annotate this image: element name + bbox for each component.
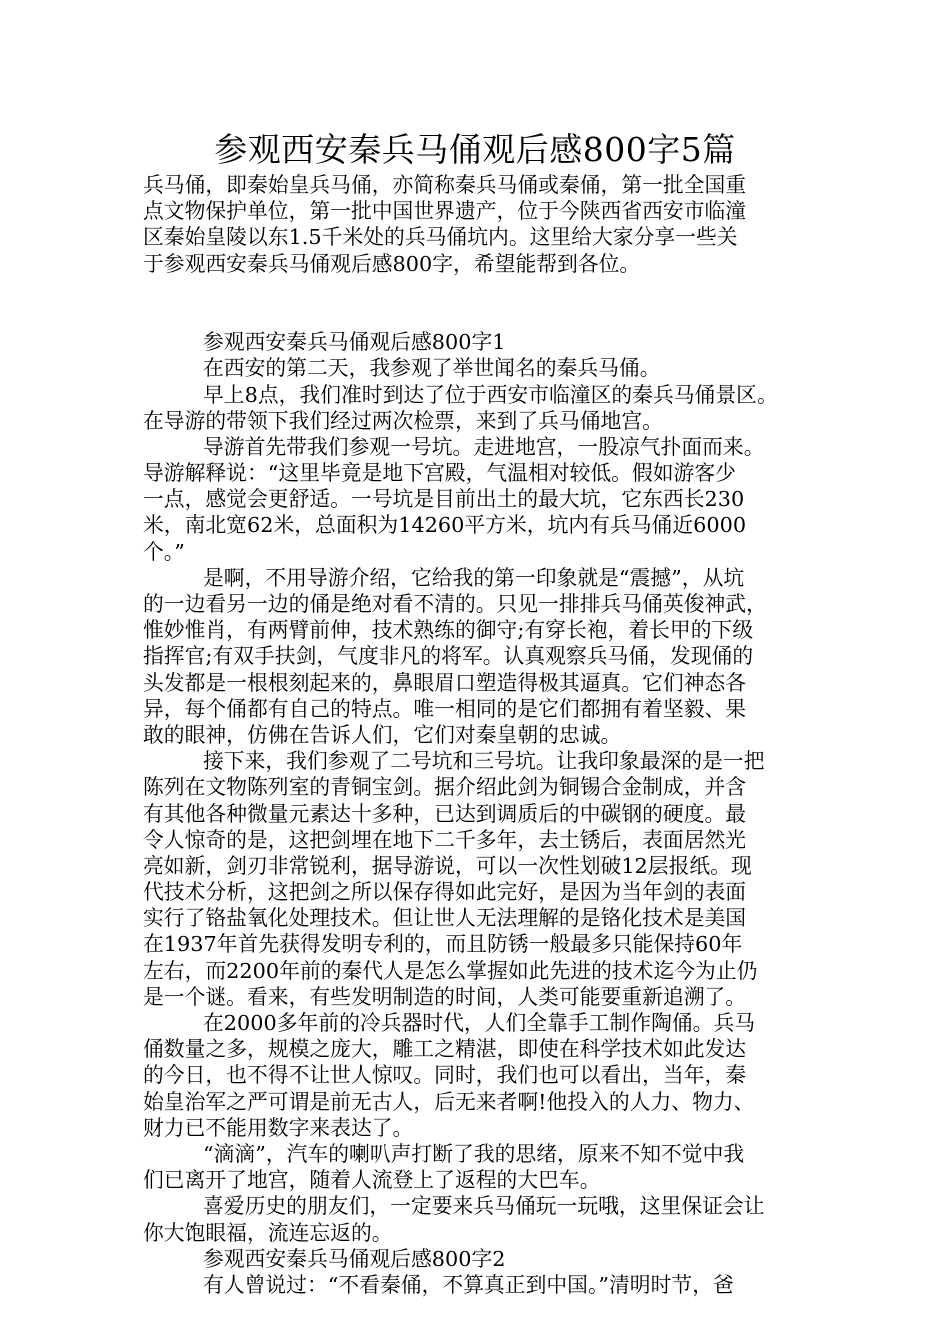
- text-line: 陈列在文物陈列室的青铜宝剑。据介绍此剑为铜锡合金制成，并含: [143, 775, 747, 800]
- text-line: 点文物保护单位，第一批中国世界遗产，位于今陕西省西安市临潼: [143, 199, 747, 224]
- text-line: 俑数量之多，规模之庞大，雕工之精湛，即使在科学技术如此发达: [143, 1037, 747, 1062]
- text-line: 个。”: [143, 539, 185, 564]
- text-line: 有其他各种微量元素达十多种，已达到调质后的中碳钢的硬度。最: [143, 801, 747, 826]
- spacer: [143, 303, 823, 329]
- text-line: 代技术分析，这把剑之所以保存得如此完好，是因为当年剑的表面: [143, 880, 747, 905]
- text-line: 早上8点，我们准时到达了位于西安市临潼区的秦兵马俑景区。: [203, 382, 778, 407]
- text-line: 兵马俑，即秦始皇兵马俑，亦简称秦兵马俑或秦俑，第一批全国重: [143, 173, 747, 197]
- text-line: 接下来，我们参观了二号坑和三号坑。让我印象最深的是一把: [203, 749, 765, 774]
- text-line: 于参观西安秦兵马俑观后感800字，希望能帮到各位。: [143, 251, 641, 276]
- text-line: 的一边看另一边的俑是绝对看不清的。只见一排排兵马俑英俊神武，: [143, 592, 767, 616]
- text-line: 米，南北宽62米，总面积为14260平方米，坑内有兵马俑近6000: [143, 513, 747, 538]
- text-line: 敢的眼神，仿佛在告诉人们，它们对秦皇朝的忠诚。: [143, 722, 622, 747]
- text-line: 导游首先带我们参观一号坑。走进地宫，一股凉气扑面而来。: [203, 434, 765, 459]
- text-line: 一点，感觉会更舒适。一号坑是目前出土的最大坑，它东西长230: [143, 487, 745, 512]
- text-line: 左右，而2200年前的秦代人是怎么掌握如此先进的技术迄今为止仍: [143, 958, 758, 983]
- text-line: 头发都是一根根刻起来的，鼻眼眉口塑造得极其逼真。它们神态各: [143, 670, 747, 695]
- text-line: 有人曾说过：“不看秦俑，不算真正到中国。”清明时节，爸: [203, 1272, 734, 1297]
- paragraph: [143, 565, 823, 748]
- text-line: 财力已不能用数字来表达了。: [143, 1115, 414, 1140]
- text-line: 指挥官;有双手扶剑，气度非凡的将军。认真观察兵马俑，发现俑的: [143, 644, 754, 669]
- text-line: 的今日，也不得不让世人惊叹。同时，我们也可以看出，当年，秦: [143, 1063, 747, 1088]
- text-line: 们已离开了地宫，随着人流登上了返程的大巴车。: [143, 1168, 601, 1193]
- paragraph: [143, 1010, 823, 1141]
- text-line: 在2000多年前的冷兵器时代，人们全靠手工制作陶俑。兵马: [203, 1011, 756, 1035]
- text-line: “滴滴”，汽车的喇叭声打断了我的思绪，原来不知不觉中我: [203, 1141, 745, 1166]
- intro-paragraph: [143, 172, 823, 277]
- section-heading: 参观西安秦兵马俑观后感800字1: [203, 330, 506, 355]
- spacer: [143, 277, 823, 303]
- paragraph: [143, 1141, 823, 1193]
- paragraph: [143, 355, 823, 381]
- paragraph: [143, 1272, 823, 1298]
- text-line: 亮如新，剑刃非常锐利，据导游说，可以一次性划破12层报纸。现: [143, 853, 752, 878]
- paragraph: [143, 382, 823, 434]
- text-line: 始皇治军之严可谓是前无古人，后无来者啊!他投入的人力、物力、: [143, 1089, 755, 1114]
- document-title: 参观西安秦兵马俑观后感800字5篇: [214, 130, 736, 169]
- paragraph: [143, 434, 823, 565]
- text-line: 在1937年首先获得发明专利的，而且防锈一般最多只能保持60年: [143, 932, 743, 957]
- text-line: 惟妙惟肖，有两臂前伸，技术熟练的御守;有穿长袍，着长甲的下级: [143, 618, 754, 643]
- text-line: 是啊，不用导游介绍，它给我的第一印象就是“震撼”，从坑: [203, 565, 745, 590]
- text-line: 是一个谜。看来，有些发明制造的时间，人类可能要重新追溯了。: [143, 984, 747, 1009]
- text-line: 你大饱眼福，流连忘返的。: [143, 1220, 393, 1245]
- text-line: 在导游的带领下我们经过两次检票，来到了兵马俑地宫。: [143, 408, 663, 433]
- paragraph: [143, 1193, 823, 1245]
- text-line: 令人惊奇的是，这把剑埋在地下二千多年，去土锈后，表面居然光: [143, 827, 747, 852]
- paragraph: [143, 748, 823, 1010]
- text-line: 实行了铬盐氧化处理技术。但让世人无法理解的是铬化技术是美国: [143, 906, 747, 931]
- document-body: [143, 172, 823, 1298]
- text-line: 在西安的第二天，我参观了举世闻名的秦兵马俑。: [203, 356, 661, 381]
- text-line: 异，每个俑都有自己的特点。唯一相同的是它们都拥有着坚毅、果: [143, 696, 747, 721]
- text-line: 导游解释说：“这里毕竟是地下宫殿，气温相对较低。假如游客少: [143, 461, 736, 486]
- text-line: 喜爱历史的朋友们，一定要来兵马俑玩一玩哦，这里保证会让: [203, 1194, 765, 1219]
- section-heading: 参观西安秦兵马俑观后感800字2: [203, 1246, 506, 1271]
- text-line: 区秦始皇陵以东1.5千米处的兵马俑坑内。这里给大家分享一些关: [143, 225, 738, 250]
